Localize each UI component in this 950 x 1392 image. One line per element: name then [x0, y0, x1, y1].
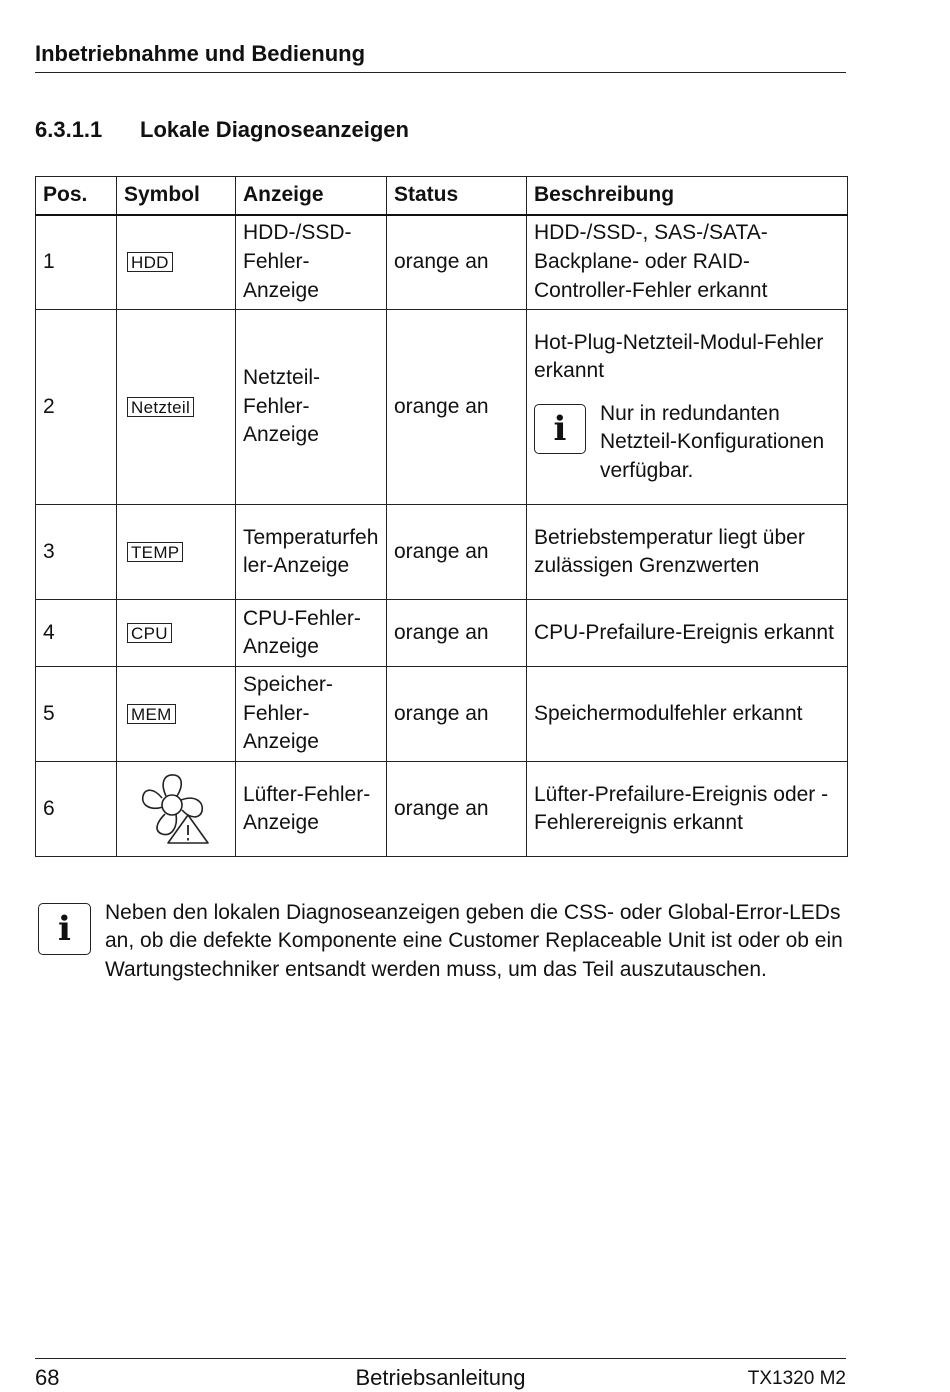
column-header-pos: Pos. — [36, 177, 117, 215]
cpu-led-label: CPU — [127, 623, 172, 643]
info-note — [534, 400, 840, 486]
anzeige-cell: Speicher-Fehler-Anzeige — [236, 667, 387, 762]
fan-warning-icon — [138, 771, 214, 847]
symbol-cell — [117, 667, 236, 762]
status-cell: orange an — [387, 215, 527, 310]
pos-cell: 3 — [36, 505, 117, 600]
table-row — [36, 215, 848, 310]
beschreibung-text: Hot-Plug-Netzteil-Modul-Fehler erkannt — [534, 330, 824, 383]
anzeige-cell: Temperaturfehler-Anzeige — [236, 505, 387, 600]
info-note-text: Neben den lokalen Diagnoseanzeigen geben die CSS- oder Global-Error-LEDs an, ob die defekte Komponente eine Customer Replaceable Unit ist oder ob ein Wartungstechniker entsandt werden muss, um das Teil auszutauschen. — [105, 901, 843, 981]
mem-led-label: MEM — [127, 704, 176, 724]
table-header-row — [36, 177, 848, 215]
netzteil-led-label: Netzteil — [127, 397, 194, 417]
beschreibung-cell: HDD-/SSD-, SAS-/SATA-Backplane- oder RAID-Controller-Fehler erkannt — [527, 215, 848, 310]
diagnostic-table — [35, 176, 848, 857]
pos-cell: 2 — [36, 310, 117, 505]
column-header-symbol: Symbol — [117, 177, 236, 215]
pos-cell: 4 — [36, 600, 117, 667]
status-cell: orange an — [387, 762, 527, 857]
running-header: Inbetriebnahme und Bedienung — [35, 40, 846, 73]
symbol-cell — [117, 310, 236, 505]
beschreibung-cell: Lüfter-Prefailure-Ereignis oder -Fehlerereignis erkannt — [527, 762, 848, 857]
status-cell: orange an — [387, 600, 527, 667]
beschreibung-cell: Speichermodulfehler erkannt — [527, 667, 848, 762]
section-number: 6.3.1.1 — [35, 117, 103, 142]
status-cell: orange an — [387, 505, 527, 600]
column-header-status: Status — [387, 177, 527, 215]
beschreibung-cell — [527, 310, 848, 505]
pos-cell: 5 — [36, 667, 117, 762]
symbol-cell — [117, 600, 236, 667]
symbol-cell — [117, 762, 236, 857]
page-number: 68 — [35, 1365, 60, 1390]
document-title: Betriebsanleitung — [355, 1365, 526, 1390]
anzeige-cell: HDD-/SSD-Fehler-Anzeige — [236, 215, 387, 310]
table-row — [36, 600, 848, 667]
column-header-beschreibung: Beschreibung — [527, 177, 848, 215]
table-row — [36, 667, 848, 762]
table-row — [36, 762, 848, 857]
hdd-led-label: HDD — [127, 252, 173, 272]
symbol-cell — [117, 505, 236, 600]
section-heading — [35, 116, 409, 144]
beschreibung-cell: Betriebstemperatur liegt über zulässigen Grenzwerten — [527, 505, 848, 600]
symbol-cell — [117, 215, 236, 310]
section-title: Lokale Diagnoseanzeigen — [140, 117, 409, 142]
anzeige-cell: CPU-Fehler-Anzeige — [236, 600, 387, 667]
info-icon: i — [534, 404, 586, 454]
temp-led-label: TEMP — [127, 542, 183, 562]
table-row — [36, 310, 848, 505]
anzeige-cell: Netzteil-Fehler-Anzeige — [236, 310, 387, 505]
column-header-anzeige: Anzeige — [236, 177, 387, 215]
pos-cell: 1 — [36, 215, 117, 310]
page-footer — [35, 1358, 846, 1392]
info-icon: i — [38, 903, 91, 955]
status-cell: orange an — [387, 667, 527, 762]
table-row — [36, 505, 848, 600]
general-info-note — [38, 899, 850, 984]
model-name: TX1320 M2 — [747, 1368, 846, 1389]
info-note-text: Nur in redundanten Netzteil-Konfigurationen verfügbar. — [600, 401, 825, 482]
status-cell: orange an — [387, 310, 527, 505]
anzeige-cell: Lüfter-Fehler-Anzeige — [236, 762, 387, 857]
pos-cell: 6 — [36, 762, 117, 857]
beschreibung-cell: CPU-Prefailure-Ereignis erkannt — [527, 600, 848, 667]
